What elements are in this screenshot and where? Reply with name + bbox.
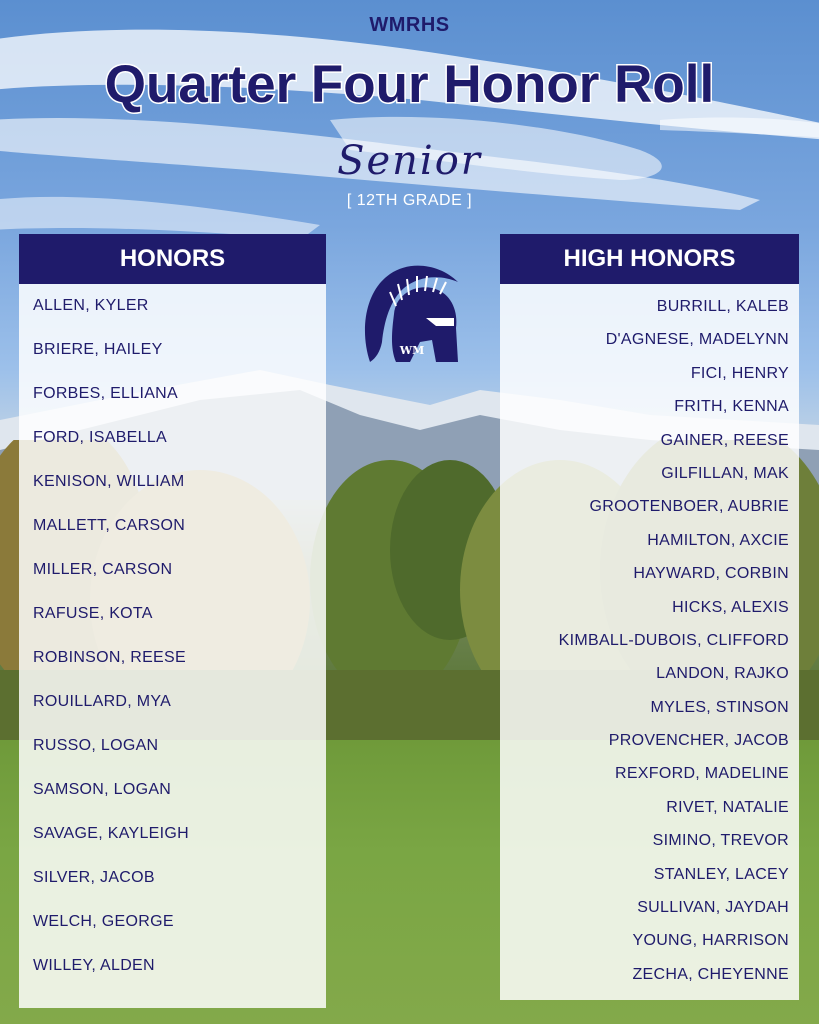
list-item: WILLEY, ALDEN <box>33 957 155 974</box>
list-item: ROUILLARD, MYA <box>33 693 172 710</box>
list-item: SILVER, JACOB <box>33 869 155 886</box>
list-item: ZECHA, CHEYENNE <box>632 965 789 983</box>
list-item: RAFUSE, KOTA <box>33 605 153 622</box>
list-item: BRIERE, HAILEY <box>33 341 163 358</box>
list-item: LANDON, RAJKO <box>656 665 789 683</box>
list-item: GAINER, REESE <box>660 431 789 449</box>
honors-panel <box>19 234 326 1008</box>
list-item: ALLEN, KYLER <box>33 297 149 314</box>
list-item: WELCH, GEORGE <box>33 913 174 930</box>
high-honors-heading: HIGH HONORS <box>500 234 799 284</box>
list-item: BURRILL, KALEB <box>656 298 789 315</box>
list-item: FORD, ISABELLA <box>33 429 168 446</box>
list-item: YOUNG, HARRISON <box>632 932 789 950</box>
list-item: RUSSO, LOGAN <box>33 737 159 754</box>
list-item: FORBES, ELLIANA <box>33 385 178 402</box>
list-item: HICKS, ALEXIS <box>672 598 789 616</box>
list-item: KIMBALL-DUBOIS, CLIFFORD <box>558 631 789 649</box>
list-item: MALLETT, CARSON <box>33 517 186 534</box>
list-item: REXFORD, MADELINE <box>614 765 789 783</box>
list-item: HAYWARD, CORBIN <box>633 565 789 583</box>
school-name: WMRHS <box>369 14 450 36</box>
grade-label: [ 12TH GRADE ] <box>346 192 473 209</box>
list-item: PROVENCHER, JACOB <box>608 732 789 750</box>
logo-monogram: WM <box>399 344 425 357</box>
list-item: ROBINSON, REESE <box>33 649 186 666</box>
list-item: MILLER, CARSON <box>33 561 173 578</box>
list-item: FICI, HENRY <box>690 364 789 382</box>
list-item: SAMSON, LOGAN <box>33 781 172 798</box>
list-item: D'AGNESE, MADELYNN <box>605 331 789 349</box>
spartan-helmet-icon <box>360 262 464 368</box>
list-item: MYLES, STINSON <box>650 698 789 716</box>
page-title: Quarter Four Honor Roll <box>104 55 715 114</box>
honors-heading: HONORS <box>19 234 326 284</box>
list-item: GILFILLAN, MAK <box>661 464 789 482</box>
list-item: GROOTENBOER, AUBRIE <box>589 498 789 516</box>
list-item: SAVAGE, KAYLEIGH <box>33 825 189 842</box>
high-honors-list <box>500 284 799 996</box>
list-item: HAMILTON, AXCIE <box>647 531 789 549</box>
high-honors-panel <box>500 234 799 1000</box>
list-item: STANLEY, LACEY <box>653 865 789 883</box>
class-script-title: Senior <box>337 138 482 184</box>
list-item: KENISON, WILLIAM <box>33 473 185 490</box>
list-item: SULLIVAN, JAYDAH <box>637 899 789 917</box>
honors-list <box>19 284 326 998</box>
list-item: FRITH, KENNA <box>674 398 789 416</box>
list-item: RIVET, NATALIE <box>666 798 789 816</box>
list-item: SIMINO, TREVOR <box>652 832 789 850</box>
